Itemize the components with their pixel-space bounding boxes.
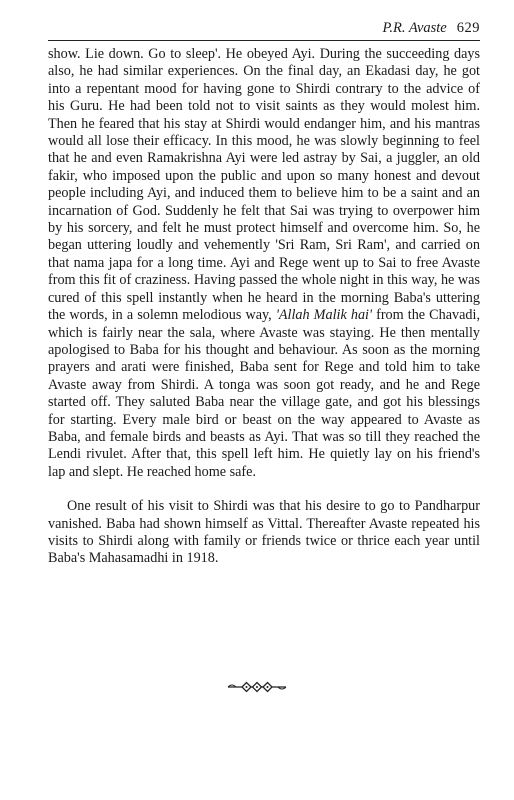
diamond-flourish-icon — [227, 680, 287, 694]
body-text — [48, 46, 480, 568]
page-number: 629 — [456, 20, 480, 36]
paragraph-2: One result of his visit to Shirdi was that his desire to go to Pandharpur vanished. Baba had shown himself as Vittal. Thereafter Avaste repeated his visits to Shirdi along with family or friends twice or thrice each year until Baba's Mahasamadhi in 1918. — [48, 498, 480, 567]
paragraph-1-text-a: show. Lie down. Go to sleep'. He obeyed Ayi. During the succeeding days also, he had similar experiences. On the final day, an Ekadasi day, he got into a repentant mood for having gone to Shirdi contrary to the advice of his Guru. He had been told not to visit saints as they would molest him. Then he feared that his stay at Shirdi would endanger him, and his mantras would all lose their efficacy. In this mood, he was slowly beginning to feel that he and even Ramakrishna Ayi were led astray by Sai, a juggler, an old fakir, who imposed upon the public and upon so many honest and devout people including Ayi, and induced them to believe him to be a saint and an incarnation of God. Suddenly he felt that Sai was trying to overpower him by his sorcery, and felt he must protect himself and overcome him. So, he began uttering loudly and vehemently 'Sri Ram, Sri Ram', and carried on that nama japa for a long time. Ayi and Rege went up to Sai to free Avaste from this fit of craziness. Having passed the whole night in this way, he was cured of this spell instantly when he heard in the morning Baba's uttering the words, in a solemn melodious way, — [48, 46, 480, 324]
paragraph-1 — [48, 46, 480, 481]
paragraph-1-italic-phrase: 'Allah Malik hai' — [275, 307, 373, 324]
header-rule — [48, 40, 480, 41]
running-header — [48, 17, 480, 39]
paragraph-1-text-b: from the Chavadi, which is fairly near the sala, where Avaste was staying. He then mentally apologised to Baba for his thought and behaviour. As soon as the morning prayers and arati were finished, Baba sent for Rege and told him to take Avaste away from Shirdi. A tonga was soon got ready, and he and Rege started off. They saluted Baba near the village gate, and got his blessings for starting. Every male bird or beast on the way appeared to Avaste as Baba, and female birds and beasts as Ayi. That was so till they reached the Lendi rivulet. After that, this spell left him. He quietly lay on his friend's lap and slept. He reached home safe. — [48, 307, 481, 480]
running-title: P.R. Avaste — [382, 20, 447, 36]
